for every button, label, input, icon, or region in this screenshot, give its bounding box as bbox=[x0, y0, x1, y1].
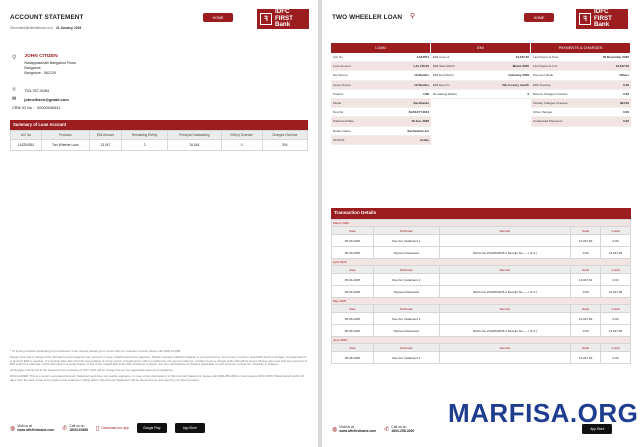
txn-cell: 13,047.00 bbox=[571, 274, 601, 286]
txn-cell: 05-03-2025 bbox=[332, 235, 374, 247]
payments-column bbox=[531, 43, 631, 145]
page-title: TWO WHEELER LOAN bbox=[332, 14, 403, 21]
loan-label: Dealer Name bbox=[333, 128, 351, 133]
txn-col-header: Remark bbox=[439, 227, 571, 235]
loan-value: Sai Dashini Jur bbox=[407, 128, 429, 133]
emi-row bbox=[431, 90, 531, 99]
txn-cell: 05-04-2025 bbox=[332, 286, 374, 298]
txn-cell: Payment Received bbox=[373, 286, 439, 298]
loan-row bbox=[331, 127, 431, 136]
txn-cell bbox=[439, 235, 571, 247]
summary-cell: 2 bbox=[122, 140, 168, 151]
payments-value: 0.00 bbox=[623, 119, 629, 124]
loan-value: Sai Brands bbox=[413, 101, 429, 106]
txn-row bbox=[332, 352, 631, 364]
emi-label: EMI Amount bbox=[433, 55, 450, 60]
month-row bbox=[332, 337, 631, 344]
call-number[interactable]: 1800110888 bbox=[69, 428, 88, 432]
loan-value: 1A22551 bbox=[416, 55, 429, 60]
txn-cell: NACH No.210205/2025 2 Receipt No.---- ( N.A.) bbox=[439, 247, 571, 259]
payments-label: Payment Mode bbox=[533, 73, 554, 78]
payments-row bbox=[531, 62, 631, 71]
download-app bbox=[96, 425, 129, 432]
address-line-1: Nallappasehalli Bangalore Rural bbox=[24, 60, 76, 65]
watermark: MARFISA.ORG bbox=[448, 398, 639, 428]
bank-logo-icon: ꟻ bbox=[579, 13, 591, 25]
txn-row bbox=[332, 274, 631, 286]
summary-col-header: Principal Outstanding bbox=[168, 131, 222, 140]
txn-cell bbox=[439, 313, 571, 325]
payments-value: Others bbox=[619, 73, 629, 78]
note-2: Please note that a charge of Rs 400 will be levied against your account in case of EMI bounce/non-payment. Please maintain sufficient balance in your account by 1st of every month to avoid EMI bounce charges. A penal interest is levied if EMI is overdue. If 3 working days after the first presentation of every month, if instalment is still not realized by the account attempt, a further bounce charge of Rs 400 will be levied. Please also note that any payment of EMI within the calendar month will result in a penal charge of 2% of the unpaid EMI at Rs 300 whichever is higher. For any clarifications of charges applicable to your account, consult our schedule of charges. bbox=[10, 354, 307, 367]
txn-cell: NACH No.210205/2025 2 Receipt No.---- ( N.A.) bbox=[439, 286, 571, 298]
summary-cell: 26,044 bbox=[168, 140, 222, 151]
brand-line1: IDFC FIRST bbox=[275, 8, 293, 22]
customer-address-block bbox=[12, 54, 76, 77]
txn-col-header: Remark bbox=[439, 266, 571, 274]
loan-row bbox=[331, 53, 431, 62]
txn-col-header: Date bbox=[332, 266, 374, 274]
loan-value: 12 Months bbox=[414, 82, 429, 87]
month-label: April 2025 bbox=[332, 259, 631, 266]
txn-cell: 0.00 bbox=[571, 247, 601, 259]
txn-cell: 0.00 bbox=[601, 313, 631, 325]
txn-col-header: Date bbox=[332, 227, 374, 235]
month-row bbox=[332, 259, 631, 266]
crn-label: CRN/ ID No : bbox=[12, 106, 35, 110]
home-button[interactable]: HOME bbox=[203, 13, 233, 22]
txn-col-header: Remark bbox=[439, 344, 571, 352]
loan-label: Reg No bbox=[333, 110, 344, 115]
txn-cell: 05-03-2025 bbox=[332, 247, 374, 259]
emi-column bbox=[431, 43, 531, 145]
two-wheeler-loan-page bbox=[322, 0, 640, 447]
txn-cell: 0.00 bbox=[571, 325, 601, 337]
emi-value: March 2025 bbox=[512, 64, 529, 69]
txn-col-header: Particular bbox=[373, 305, 439, 313]
emi-label: EMI End Month bbox=[433, 73, 454, 78]
loan-heading: LOAN bbox=[331, 43, 431, 53]
payments-label: Last Payment Amt bbox=[533, 64, 558, 69]
loan-label: A/C No bbox=[333, 55, 343, 60]
summary-col-header: EMI Amount bbox=[89, 131, 122, 140]
brand-line1: IDFC FIRST bbox=[594, 8, 612, 22]
txn-header-row bbox=[332, 227, 631, 235]
loan-row bbox=[331, 90, 431, 99]
summary-cell: 1A2254551 bbox=[11, 140, 42, 151]
payments-label: Unadjusted Payments bbox=[533, 119, 563, 124]
loan-row bbox=[331, 71, 431, 80]
summary-cell: 13,047 bbox=[89, 140, 122, 151]
app-store-badge[interactable]: App Store bbox=[175, 423, 205, 433]
txn-col-header: Debit bbox=[571, 227, 601, 235]
notes-block bbox=[10, 350, 308, 383]
payments-value: 05 December 2025 bbox=[602, 55, 629, 60]
loan-row bbox=[331, 117, 431, 126]
txn-header-row bbox=[332, 266, 631, 274]
note-3: All charges mentioned in the statement are exclusive of GST. GST will be charged as per the applicable rates and regulations. bbox=[10, 368, 174, 373]
txn-col-header: Particular bbox=[373, 227, 439, 235]
loan-value: 12 Months bbox=[414, 73, 429, 78]
payments-value: 394.00 bbox=[619, 101, 629, 106]
txn-cell: Payment Received bbox=[373, 325, 439, 337]
emi-row bbox=[431, 53, 531, 62]
motorbike-icon: ⚲ bbox=[410, 13, 416, 20]
txn-cell: 0.00 bbox=[601, 352, 631, 364]
crn-row bbox=[12, 106, 60, 110]
bank-logo-icon: ꟻ bbox=[260, 13, 272, 25]
loan-label: Product bbox=[333, 91, 344, 96]
summary-cell: 0 bbox=[221, 140, 262, 151]
call-us[interactable] bbox=[384, 425, 414, 433]
month-label: June 2025 bbox=[332, 337, 631, 344]
txn-row bbox=[332, 313, 631, 325]
page-title: ACCOUNT STATEMENT bbox=[10, 14, 84, 21]
emi-heading: EMI bbox=[431, 43, 531, 53]
emi-label: EMI Due On bbox=[433, 82, 450, 87]
txn-cell: 0.00 bbox=[571, 286, 601, 298]
txn-cell: 13,047.00 bbox=[571, 313, 601, 325]
txn-col-header: Remark bbox=[439, 305, 571, 313]
visit-url[interactable]: www.idfcfirstbank.com bbox=[339, 429, 377, 433]
txn-cell: Due For Instalment 4 bbox=[373, 352, 439, 364]
summary-col-header: Charges Overdue bbox=[262, 131, 307, 140]
emi-row bbox=[431, 81, 531, 90]
home-button[interactable]: HOME bbox=[524, 13, 554, 22]
generated-info bbox=[10, 26, 81, 30]
call-number[interactable]: 1800-258-3000 bbox=[391, 429, 415, 433]
loan-value: 4 IW bbox=[422, 91, 429, 96]
txn-cell bbox=[439, 274, 571, 286]
txn-row bbox=[332, 286, 631, 298]
summary-cell: Two Wheeler Loan bbox=[42, 140, 90, 151]
app-store-badge[interactable]: App Store bbox=[582, 424, 612, 434]
address-line-2: Bangalore bbox=[24, 66, 41, 71]
generated-date: 31 January, 2026 bbox=[55, 26, 82, 30]
loan-label: Disbursed Date bbox=[333, 119, 354, 124]
loan-label: Loan Amount bbox=[333, 64, 351, 69]
txn-col-header: Debit bbox=[571, 266, 601, 274]
bank-logo bbox=[257, 9, 309, 29]
txn-col-header: Particular bbox=[373, 344, 439, 352]
emi-label: Remaining EMI(s) bbox=[433, 91, 458, 96]
txn-cell: 05-05-2025 bbox=[332, 325, 374, 337]
txn-col-header: Debit bbox=[571, 305, 601, 313]
loan-row bbox=[331, 108, 431, 117]
txn-cell: 13,047.00 bbox=[571, 235, 601, 247]
customer-name: JOHN CITIZEN bbox=[24, 54, 58, 59]
month-label: March 2025 bbox=[332, 220, 631, 227]
loan-row bbox=[331, 81, 431, 90]
loan-label: Gross Tenure bbox=[333, 82, 351, 87]
summary-heading: Summary of Loan Account bbox=[10, 120, 308, 130]
txn-cell: Due For Instalment 1 bbox=[373, 235, 439, 247]
emi-value: 2 bbox=[527, 91, 529, 96]
transaction-heading: Transaction Details bbox=[331, 208, 631, 219]
summary-col-header: Remaining EMI(s) bbox=[122, 131, 168, 140]
payments-row bbox=[531, 81, 631, 90]
payments-label: Bounce Charges Overdue bbox=[533, 91, 568, 96]
account-statement-page bbox=[0, 0, 318, 447]
loan-value: KA51AYY4044 bbox=[408, 110, 429, 115]
emi-value: 13,047.00 bbox=[515, 55, 529, 60]
customer-email bbox=[12, 96, 69, 102]
txn-cell: 13,047.00 bbox=[601, 325, 631, 337]
loan-row bbox=[331, 99, 431, 108]
loan-row bbox=[331, 136, 431, 145]
phone-value: 733-787-5084 bbox=[24, 87, 50, 93]
payments-label: Penalty Charges Overdue bbox=[533, 101, 568, 106]
txn-col-header: Credit bbox=[601, 227, 631, 235]
phone-icon: ✆ bbox=[62, 425, 68, 432]
payments-row bbox=[531, 108, 631, 117]
txn-cell: 13,047.00 bbox=[601, 247, 631, 259]
payments-row bbox=[531, 90, 631, 99]
loan-label: STATUS bbox=[333, 137, 345, 142]
month-label: May 2025 bbox=[332, 298, 631, 305]
transaction-table bbox=[331, 208, 631, 364]
txn-cell: 05-04-2025 bbox=[332, 274, 374, 286]
txn-header-row bbox=[332, 344, 631, 352]
txn-col-header: Date bbox=[332, 305, 374, 313]
loan-label: Model bbox=[333, 101, 342, 106]
txn-cell: 05-05-2025 bbox=[332, 313, 374, 325]
txn-cell: Due For Instalment 3 bbox=[373, 313, 439, 325]
txn-cell: 13,047.00 bbox=[571, 352, 601, 364]
loan-value: 18 Jan, 2026 bbox=[411, 119, 429, 124]
call-us[interactable] bbox=[62, 424, 88, 432]
visit-us[interactable] bbox=[10, 424, 54, 432]
loan-row bbox=[331, 62, 431, 71]
note-1: * To know principal outstanding for foreclosure / loan closure please get in touch with our customer service please call 1800-10-888. bbox=[10, 349, 181, 353]
summary-col-header: EMI(s) Overdue bbox=[221, 131, 262, 140]
summary-cell: 394 bbox=[262, 140, 307, 151]
brand-line2: Bank bbox=[594, 21, 610, 29]
emi-row bbox=[431, 71, 531, 80]
payments-value: 0.00 bbox=[623, 82, 629, 87]
txn-cell: Due For Instalment 2 bbox=[373, 274, 439, 286]
visit-us[interactable] bbox=[332, 425, 376, 433]
txn-header-row bbox=[332, 305, 631, 313]
txn-cell: 05-06-2025 bbox=[332, 352, 374, 364]
loan-value: Active bbox=[419, 137, 429, 142]
txn-cell: NACH No.210205/2025 2 Receipt No.---- ( N.A.) bbox=[439, 325, 571, 337]
txn-cell: 0.00 bbox=[601, 274, 631, 286]
summary-col-header: A/C No bbox=[11, 131, 42, 140]
phone-icon: ✆ bbox=[384, 426, 390, 433]
call-label: Call us on bbox=[69, 424, 85, 428]
visit-label: Visit us at bbox=[17, 424, 32, 428]
visit-url[interactable]: www.idfcfirstbank.com bbox=[17, 428, 55, 432]
emi-row bbox=[431, 62, 531, 71]
loan-summary-table bbox=[10, 120, 308, 151]
payments-label: Other charges bbox=[533, 110, 553, 115]
download-label: Download our app bbox=[101, 426, 129, 430]
loan-details-grid bbox=[331, 43, 631, 145]
brand-line2: Bank bbox=[275, 21, 291, 29]
txn-cell bbox=[439, 352, 571, 364]
txn-col-header: Date bbox=[332, 344, 374, 352]
txn-col-header: Credit bbox=[601, 344, 631, 352]
location-pin-icon: ⚲ bbox=[12, 55, 17, 61]
loan-label: Net Tenure bbox=[333, 73, 348, 78]
emi-label: EMI Start Month bbox=[433, 64, 455, 69]
month-row bbox=[332, 220, 631, 227]
txn-row bbox=[332, 325, 631, 337]
payments-value: 0.00 bbox=[623, 91, 629, 96]
loan-column bbox=[331, 43, 431, 145]
payments-label: EMI Overdue bbox=[533, 82, 551, 87]
customer-phone bbox=[12, 87, 49, 93]
summary-col-header: Products bbox=[42, 131, 90, 140]
emi-value: February 2026 bbox=[508, 73, 529, 78]
month-row bbox=[332, 298, 631, 305]
email-value: johncitizen@gmail.com bbox=[24, 96, 69, 102]
bank-logo bbox=[576, 9, 628, 29]
txn-cell: 13,047.00 bbox=[601, 286, 631, 298]
mail-icon: ✉ bbox=[12, 96, 17, 102]
payments-row bbox=[531, 99, 631, 108]
address-line-3: Bangalore - 562129 bbox=[24, 71, 56, 76]
txn-col-header: Debit bbox=[571, 344, 601, 352]
txn-col-header: Particular bbox=[373, 266, 439, 274]
payments-value: 0.00 bbox=[623, 110, 629, 115]
txn-col-header: Credit bbox=[601, 266, 631, 274]
summary-row bbox=[11, 140, 308, 151]
globe-icon: ◍ bbox=[332, 426, 338, 433]
txn-row bbox=[332, 235, 631, 247]
txn-cell: 0.00 bbox=[601, 235, 631, 247]
payments-row bbox=[531, 71, 631, 80]
payments-value: 13,047.00 bbox=[615, 64, 629, 69]
crn-value: 00000006331 bbox=[37, 106, 61, 110]
phone-app-icon: ▯ bbox=[95, 425, 100, 432]
note-4: DISCLAIMER: This is a system generated Account Statement and does not require signature. In case of any discrepancy in this Account Statement, please call 1800-258-3000 or visit nearest IDFC FIRST Bank branch within 15 days from the date of last entry made in this statement, failing which, this Account Statement will be deemed to be accepted by you (the borrower). bbox=[10, 374, 304, 382]
call-label: Call us on bbox=[391, 425, 407, 429]
page1-footer bbox=[0, 417, 318, 439]
payments-heading: PAYMENTS & CHARGES bbox=[531, 43, 631, 53]
generated-email: Generated@idfcfirstbank.co.in bbox=[10, 26, 53, 30]
loan-value: 1,41,746.00 bbox=[413, 64, 429, 69]
emi-value: 5th of every month bbox=[502, 82, 529, 87]
payments-row bbox=[531, 117, 631, 126]
payments-row bbox=[531, 53, 631, 62]
google-play-badge[interactable]: Google Play bbox=[137, 423, 167, 433]
txn-row bbox=[332, 247, 631, 259]
globe-icon: ◍ bbox=[10, 425, 16, 432]
phone-icon: ✆ bbox=[12, 87, 17, 93]
payments-label: Last Payment Date bbox=[533, 55, 559, 60]
visit-label: Visit us at bbox=[339, 425, 354, 429]
txn-col-header: Credit bbox=[601, 305, 631, 313]
txn-cell: Payment Received bbox=[373, 247, 439, 259]
